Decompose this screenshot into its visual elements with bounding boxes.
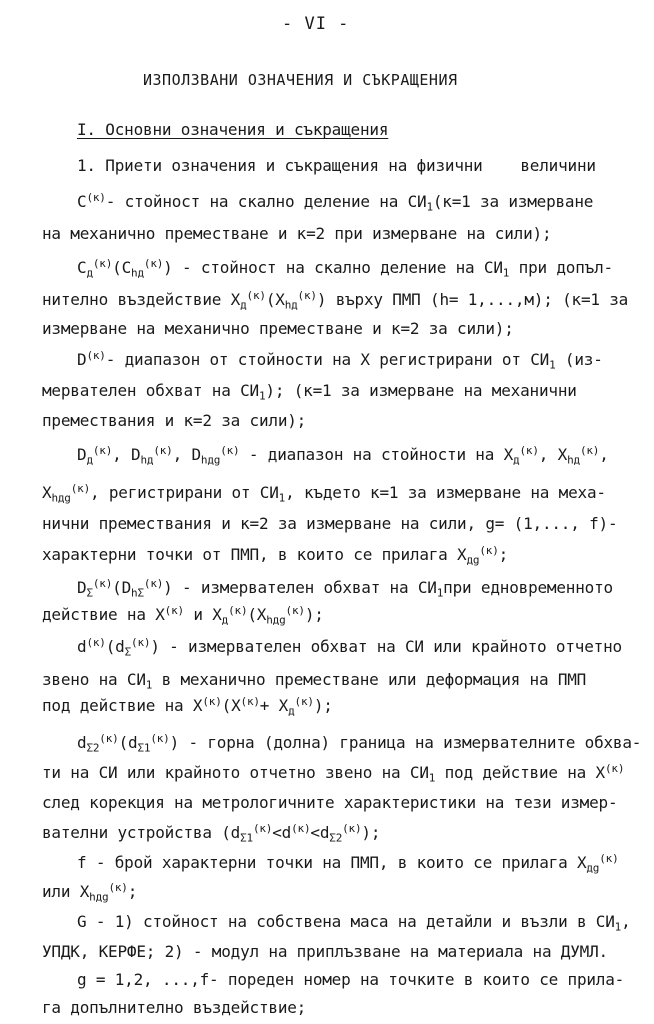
text-line: нително въздействие $X_д^{(к)}(X_{hд}^{(к)})$ върху ПМП (h= 1,...,м); (к=1 за: [42, 288, 629, 312]
text-line: на механично преместване и к=2 при измерване на сили);: [42, 224, 552, 243]
page-number: - VI -: [282, 14, 350, 34]
subsection-heading: 1. Приети означения и съкращения на физични величини: [77, 156, 596, 175]
text-line: характерни точки от ПМП, в които се прилага $X_{дg}^{(к)}$;: [42, 543, 509, 567]
text-line: f - брой характерни точки на ПМП, в които се прилага $X_{дg}^{(к)}$: [77, 851, 619, 875]
text-line: га допълнително въздействие;: [42, 998, 307, 1017]
text-line: $X_{hдg}^{(к)}$, регистрирани от $СИ_1$, където к=1 за измерване на меха-: [42, 481, 606, 505]
text-line: вателни устройства $(d_{\Sigma 1}^{(к)}<d^{(к)}<d_{\Sigma 2}^{(к)})$;: [42, 821, 381, 845]
text-line: $D^{(к)}-$ диапазон от стойности на X регистрирани от $СИ_1$ (из-: [77, 348, 603, 372]
text-line: G - 1) стойност на собствена маса на детайли и възли в $СИ_1$,: [77, 912, 631, 934]
page-title: ИЗПОЛЗВАНИ ОЗНАЧЕНИЯ И СЪКРАЩЕНИЯ: [143, 71, 458, 89]
text-line: $D_д^{(к)}$, $D_{hд}^{(к)}$, $D_{hдg}^{(к)}$ - диапазон на стойности на $X_д^{(к)}$, $X_{hд}^{(к)}$,: [77, 443, 609, 467]
text-line: премествания и к=2 за сили);: [42, 411, 307, 430]
text-line: звено на $СИ_1$ в механично преместване или деформация на ПМП: [42, 670, 587, 692]
text-line: под действие на $X^{(к)}(X^{(к)}+ X_д^{(к)})$;: [42, 694, 333, 718]
text-line: действие на $X^{(к)}$ и $X_д^{(к)}(X_{hдg}^{(к)})$;: [42, 603, 324, 627]
text-line: $C_д^{(к)}(C_{hд}^{(к)})$ - стойност на скално деление на $СИ_1$ при допъл-: [77, 256, 613, 280]
text-line: нични премествания и к=2 за измерване на сили, g= (1,..., f)-: [42, 514, 618, 533]
text-line: $d^{(к)}(d_\Sigma^{(к)})$ - измервателен обхват на СИ или крайното отчетно: [77, 635, 622, 659]
text-line: или $X_{hдg}^{(к)}$;: [42, 880, 138, 904]
section-heading: I. Основни означения и съкращения: [77, 120, 389, 139]
text-line: след корекция на метрологичните характеристики на тези измер-: [42, 793, 618, 812]
text-line: $C^{(к)}-$ стойност на скално деление на $СИ_1(к=1$ за измерване: [77, 190, 594, 214]
text-line: $D_\Sigma^{(к)}(D_{h\Sigma}^{(к)})$ - измервателен обхват на $СИ_1при$ едновременното: [77, 576, 613, 600]
text-line: мервателен обхват на $СИ_1$); (к=1 за измерване на механични: [42, 381, 577, 403]
text-line: g = 1,2, ...,f- пореден номер на точките в които се прила-: [77, 970, 625, 989]
text-line: УПДК, КЕРФЕ; 2) - модул на приплъзване на материала на ДУМЛ.: [42, 942, 608, 961]
text-line: измерване на механично преместване и к=2 за сили);: [42, 319, 514, 338]
text-line: $d_{\Sigma 2}^{(к)}(d_{\Sigma 1}^{(к)})$ - горна (долна) граница на измервателните обхва-: [77, 731, 642, 755]
text-line: ти на СИ или крайното отчетно звено на $СИ_1$ под действие на $X^{(к)}$: [42, 761, 625, 785]
